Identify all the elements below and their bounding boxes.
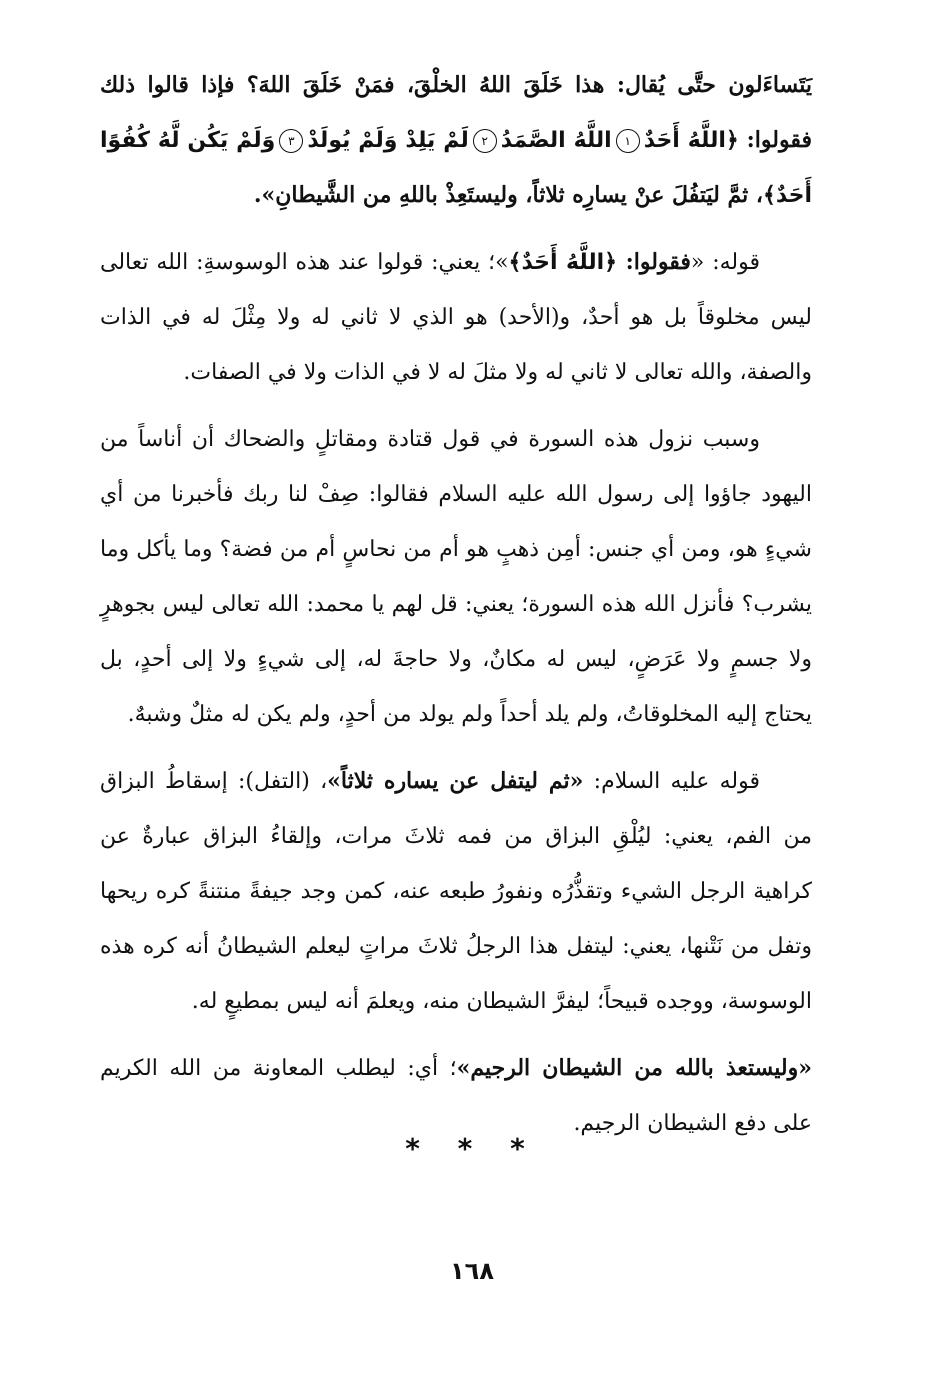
commentary-paragraph-3 [100, 754, 812, 1029]
quoted-hadith-phrase: «وليستعذ بالله من الشيطان الرجيم» [456, 1055, 812, 1081]
quran-quote: ﴿اللَّهُ أَحَدٌ﴾ [508, 250, 618, 275]
commentary-paragraph-2 [100, 412, 812, 742]
commentary-intro: قوله عليه السلام: [583, 769, 760, 794]
quoted-command: فقولوا: [617, 249, 691, 275]
quran-verse-1: ﴿اللَّهُ أَحَدٌ [643, 128, 739, 153]
verse-number-1: ١ [616, 129, 640, 153]
hadith-text: يَتَساءَلون حتَّى يُقال: هذا خَلَقَ اللهُ الخلْقَ، فمَنْ خَلَقَ اللهَ؟ فإذا قالوا ذلك فقولوا: [100, 72, 812, 153]
hadith-text-end: ، ثمَّ ليَتفُلَ عنْ يسارِه ثلاثاً، وليستَعِذْ باللهِ من الشَّيطانِ». [253, 182, 763, 208]
quran-verse-2: اللَّهُ الصَّمَدُ [500, 128, 612, 153]
revelation-text: وسبب نزول هذه السورة في قول قتادة ومقاتلٍ والضحاك أن أناساً من اليهود جاؤوا إلى رسول الله عليه السلام فقالوا: صِفْ لنا ربك فأخبرنا من أي شيءٍ هو، ومن أي جنس: أمِن ذهبٍ هو أم من نحاسٍ أم من فضة؟ وما يأكل وما يشرب؟ فأنزل الله هذه السورة؛ يعني: قل لهم يا محمد: الله تعالى ليس بجوهرٍ ولا جسمٍ ولا عَرَضٍ، ليس له مكانٌ، ولا حاجةَ له، إلى شيءٍ ولا إلى أحدٍ، بل يحتاج إليه المخلوقاتُ، ولم يلد أحداً ولم يولد من أحدٍ، ولم يكن له مثلٌ وشبهٌ. [100, 427, 812, 727]
page-number: ١٦٨ [450, 1257, 494, 1285]
commentary-text: ، (التفل): إسقاطُ البزاق من الفم، يعني: ليُلْقِ البزاق من فمه ثلاثَ مرات، وإلقاءُ البزاق عبارةٌ عن كراهية الرجل الشيء وتقذُّرُه ونفورُ طبعه عنه، كمن وجد جيفةً منتنةً كره ريحها وتفل من نَتْنها، يعني: ليتفل هذا الرجلُ ثلاثَ مراتٍ ليعلم الشيطانُ أنه كره هذه الوسوسة، ووجده قبيحاً؛ ليفرَّ الشيطان منه، ويعلمَ أنه ليس بمطيعٍ له. [100, 769, 812, 1014]
verse-number-3: ٣ [279, 129, 303, 153]
hadith-paragraph [100, 58, 812, 223]
commentary-text: ؛ أي: ليطلب المعاونة من الله الكريم على دفع الشيطان الرجيم. [100, 1056, 812, 1136]
verse-number-2: ٢ [473, 129, 497, 153]
commentary-paragraph-1 [100, 235, 812, 400]
section-separator: * * * [405, 1132, 539, 1165]
quran-verse-4: وَلَمْ يَكُن لَّهُ كُفُوًا أَحَدٌ﴾ [100, 128, 812, 208]
commentary-intro: قوله: « [690, 250, 761, 275]
page-body [100, 58, 812, 1163]
quran-verse-3: لَمْ يَلِدْ وَلَمْ يُولَدْ [307, 128, 469, 153]
commentary-text: »؛ يعني: قولوا عند هذه الوسوسةِ: الله تعالى ليس مخلوقاً بل هو أحدٌ، و(الأحد) هو الذي لا ثاني له ولا مِثْلَ له في الذات والصفة، والله تعالى لا ثاني له ولا مثلَ له لا في الذات ولا في الصفات. [100, 250, 812, 385]
quoted-hadith-phrase: «ثم ليتفل عن يساره ثلاثاً» [327, 768, 584, 794]
